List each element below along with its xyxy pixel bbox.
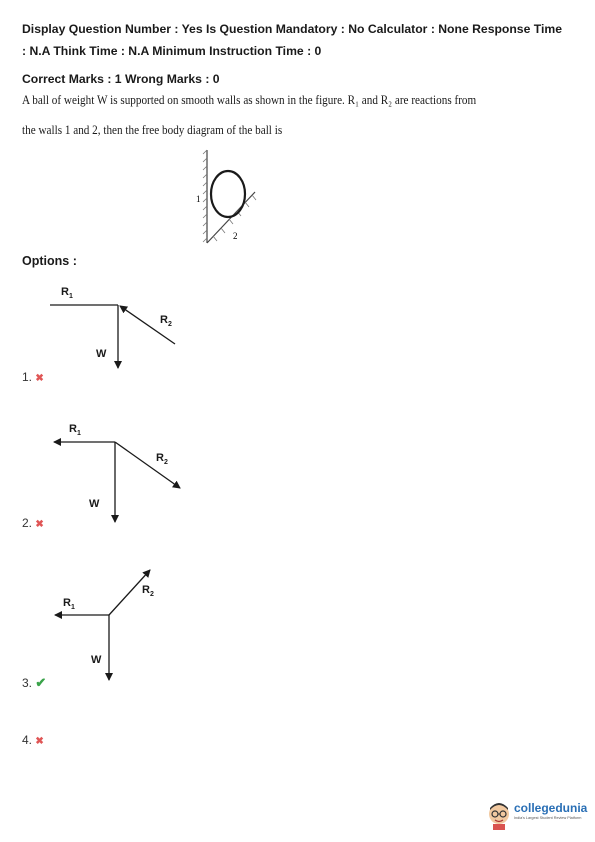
question-meta-line-1: Display Question Number : Yes Is Question Mandatory : No Calculator : None Response Time bbox=[22, 22, 562, 36]
options-heading: Options : bbox=[22, 254, 77, 268]
option-2-r2-label: $R_2$ bbox=[156, 452, 168, 466]
option-2-r1-label: $R_1$ bbox=[69, 423, 81, 437]
option-3[interactable] bbox=[22, 675, 46, 691]
option-1[interactable] bbox=[22, 370, 44, 384]
option-3-r1-label: $R_1$ bbox=[63, 597, 75, 611]
option-1-r1-label: $R_1$ bbox=[61, 286, 73, 300]
collegedunia-logo[interactable] bbox=[487, 800, 587, 832]
marks-info: Correct Marks : 1 Wrong Marks : 0 bbox=[22, 72, 220, 86]
option-3-r2-label: $R_2$ bbox=[142, 584, 154, 598]
option-2[interactable] bbox=[22, 516, 44, 530]
logo-wordmark: collegedunia bbox=[514, 801, 588, 815]
correct-mark-icon: ✔ bbox=[35, 675, 47, 690]
option-4-number: 4. bbox=[22, 733, 33, 747]
option-1-number: 1. bbox=[22, 370, 33, 384]
question-text-line-1: A ball of weight W is supported on smooth walls as shown in the figure. R₁ and R₂ are reactions from bbox=[22, 92, 477, 107]
option-2-w-label: W bbox=[89, 498, 100, 510]
question-meta-line-2: : N.A Think Time : N.A Minimum Instruction Time : 0 bbox=[22, 44, 322, 58]
wrong-mark-icon: ✖ bbox=[35, 519, 44, 530]
ball bbox=[211, 171, 245, 217]
wall-2-label: 2 bbox=[233, 231, 238, 241]
wall-1-label: 1 bbox=[196, 194, 201, 204]
option-1-diagram bbox=[50, 286, 175, 368]
question-text-line-2: the walls 1 and 2, then the free body diagram of the ball is bbox=[22, 122, 283, 137]
option-2-number: 2. bbox=[22, 516, 33, 530]
option-3-number: 3. bbox=[22, 676, 33, 690]
wrong-mark-icon: ✖ bbox=[35, 373, 44, 384]
logo-tagline: India's Largest Student Review Platform bbox=[514, 816, 582, 820]
option-2-diagram bbox=[54, 423, 180, 522]
option-4[interactable] bbox=[22, 733, 44, 747]
mascot-icon bbox=[487, 800, 511, 830]
wrong-mark-icon: ✖ bbox=[35, 736, 44, 747]
option-3-w-label: W bbox=[91, 654, 102, 666]
ball-wall-figure bbox=[196, 150, 256, 243]
option-1-w-label: W bbox=[96, 348, 107, 360]
option-1-r2-label: $R_2$ bbox=[160, 314, 172, 328]
option-3-diagram bbox=[55, 570, 154, 680]
